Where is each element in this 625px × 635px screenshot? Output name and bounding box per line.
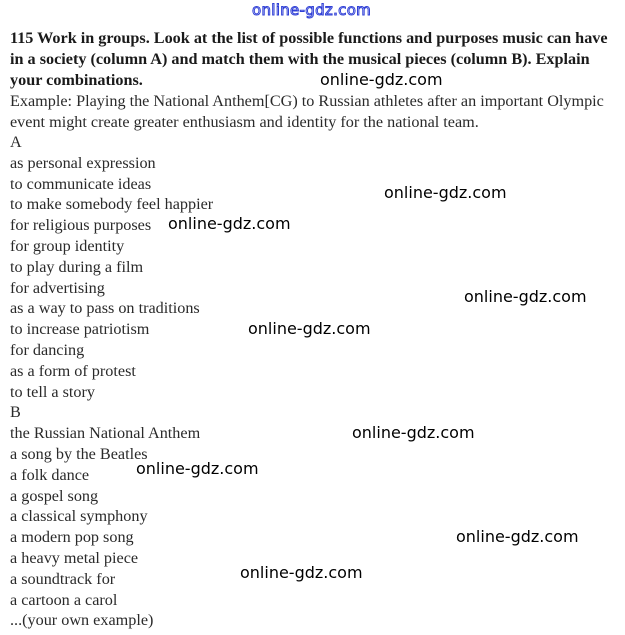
column-a-item: as personal expression xyxy=(10,153,156,172)
column-b-item: a cartoon a carol xyxy=(10,590,118,609)
column-a-item: to make somebody feel happier xyxy=(10,195,214,214)
column-a-item: to tell a story xyxy=(10,382,95,401)
column-b-heading: B xyxy=(10,403,21,422)
watermark: online-gdz.com xyxy=(464,287,587,306)
watermark: online-gdz.com xyxy=(456,527,579,546)
column-b-item: a folk dance xyxy=(10,465,90,484)
column-b-item: a song by the Beatles xyxy=(10,444,148,463)
watermark: online-gdz.com xyxy=(240,563,363,582)
watermark: online-gdz.com xyxy=(248,319,371,338)
column-b-item: ...(your own example) xyxy=(10,611,154,630)
column-a-list xyxy=(10,153,615,403)
watermark: online-gdz.com xyxy=(384,183,507,202)
column-b-item: a modern pop song xyxy=(10,528,134,547)
header-watermark: online-gdz.com xyxy=(252,1,372,19)
watermark: online-gdz.com xyxy=(320,70,443,89)
column-a-item: for religious purposes xyxy=(10,216,152,235)
watermark: online-gdz.com xyxy=(168,214,291,233)
column-b-item: a classical symphony xyxy=(10,507,148,526)
column-b-item: the Russian National Anthem xyxy=(10,424,201,443)
column-a-item: to communicate ideas xyxy=(10,174,152,193)
column-a-item: as a way to pass on traditions xyxy=(10,299,200,318)
column-a-item: for group identity xyxy=(10,236,125,255)
task-instruction: 115 Work in groups. Look at the list of possible functions and purposes music can have in a society (column A) and match them with the musical pieces (column B). Explain your combinations. xyxy=(10,29,608,89)
column-b-item: a soundtrack for xyxy=(10,569,116,588)
column-a-heading: A xyxy=(10,133,22,151)
column-b-item: a heavy metal piece xyxy=(10,548,139,567)
column-a-item: to play during a film xyxy=(10,257,144,276)
watermark: online-gdz.com xyxy=(136,459,259,478)
column-a-item: as a form of protest xyxy=(10,361,136,380)
column-a-item: to increase patriotism xyxy=(10,320,150,339)
column-b-item: a gospel song xyxy=(10,486,99,505)
column-a-item: for advertising xyxy=(10,278,105,297)
watermark: online-gdz.com xyxy=(352,423,475,442)
column-a-item: for dancing xyxy=(10,340,85,359)
example-text: Example: Playing the National Anthem[CG) to Russian athletes after an important Olympic event might create greater enthusiasm and identity for the national team. xyxy=(10,92,604,131)
